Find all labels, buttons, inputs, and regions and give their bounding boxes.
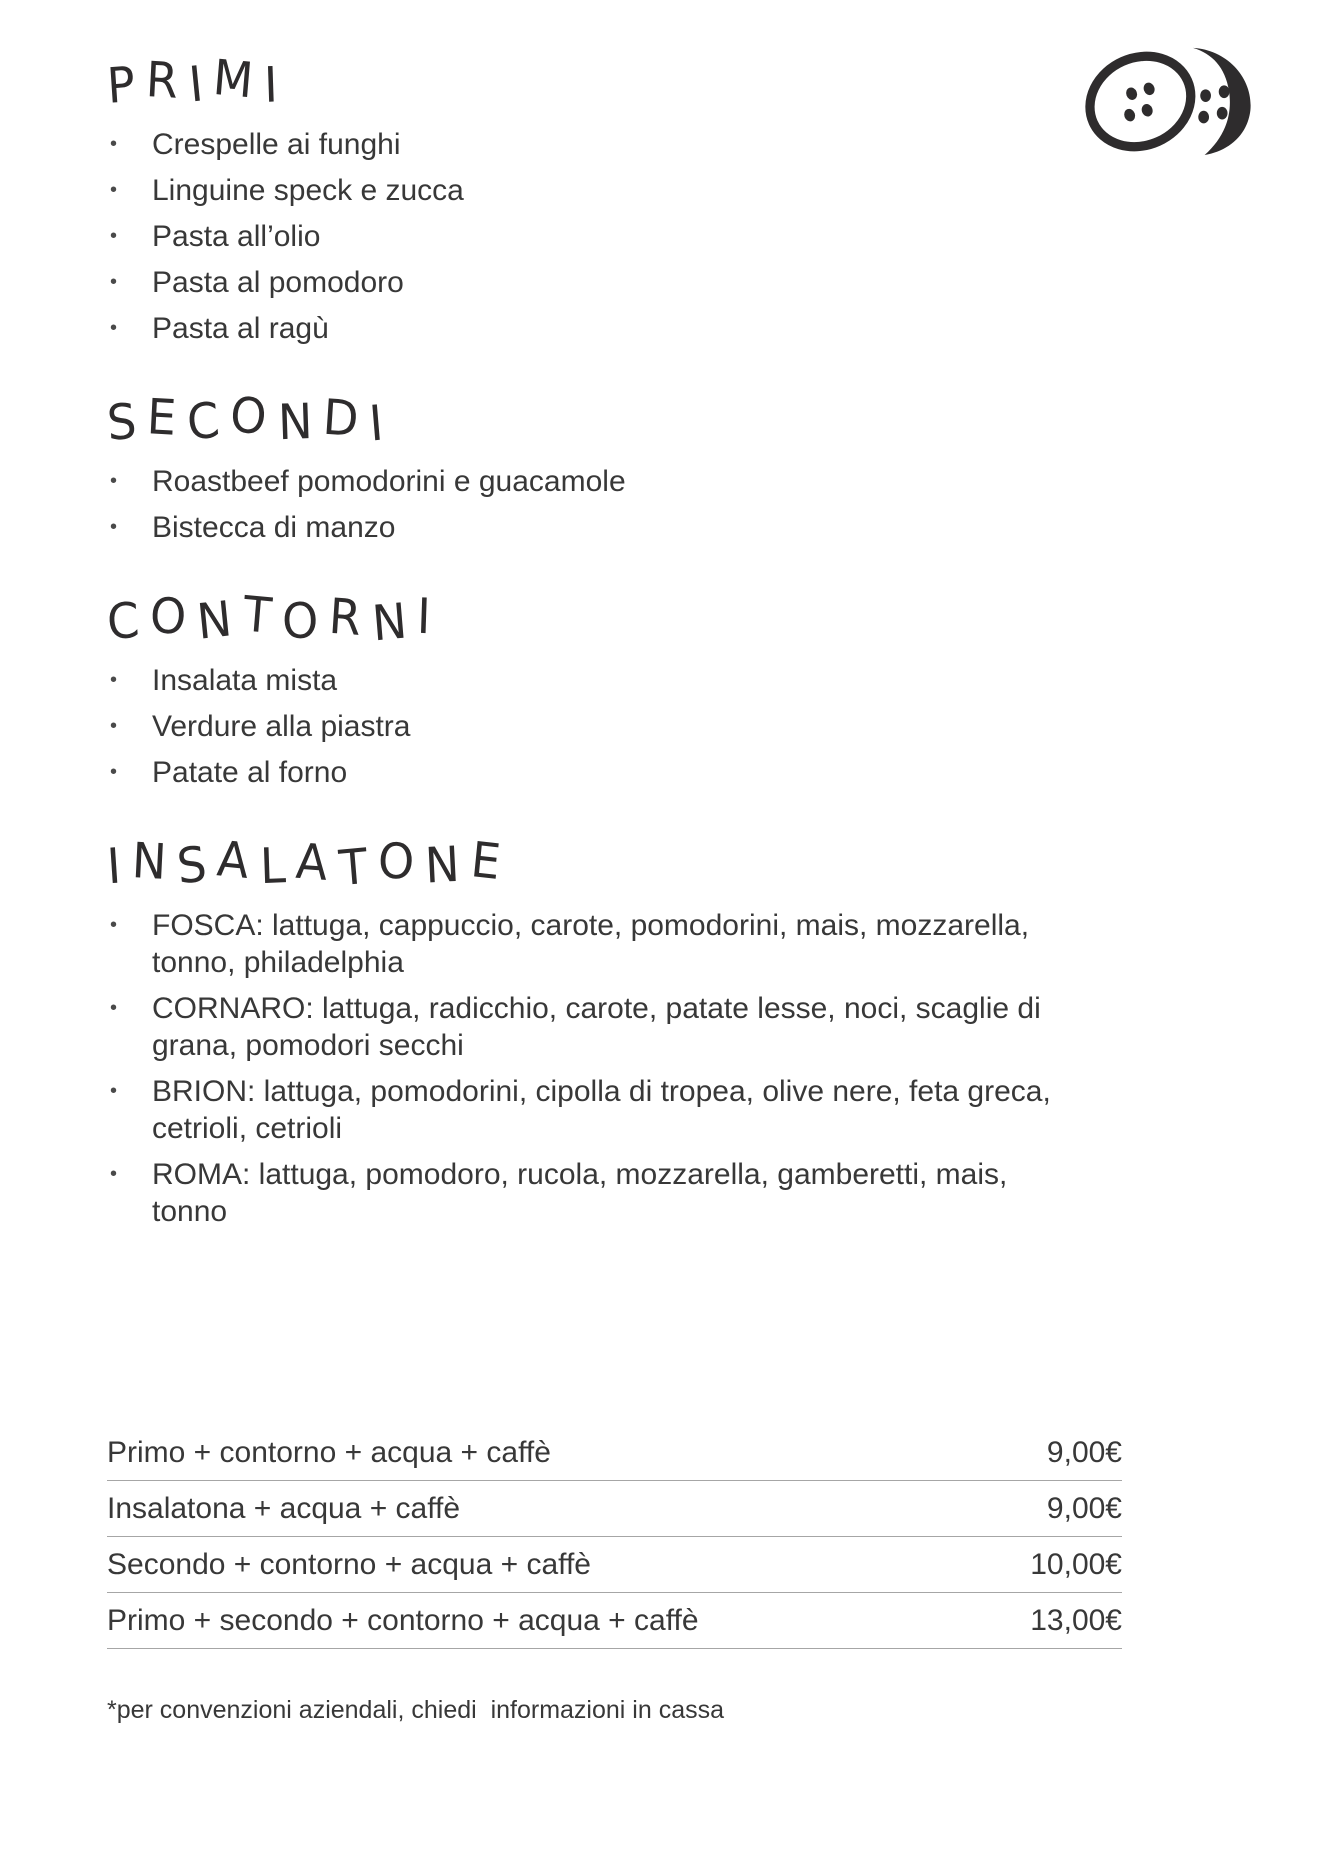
bullet-icon: •: [110, 914, 118, 936]
menu-item: [107, 172, 1087, 209]
menu-section: [105, 584, 1220, 791]
menu-item: [107, 509, 1087, 546]
menu-item-label: Verdure alla piastra: [152, 710, 411, 743]
combo-row: [107, 1481, 1122, 1537]
combo-price: 10,00€: [1030, 1548, 1122, 1581]
bullet-icon: •: [110, 669, 118, 691]
menu-item-label: Patate al forno: [152, 756, 348, 789]
bullet-icon: •: [110, 715, 118, 737]
menu-item: [107, 264, 1087, 301]
footnote: *per convenzioni aziendali, chiedi informazioni in cassa: [107, 1696, 725, 1724]
combo-row: [107, 1537, 1122, 1593]
bullet-icon: •: [110, 470, 118, 492]
menu-item-label: Insalata mista: [152, 664, 338, 697]
menu-item: [107, 990, 1087, 1064]
menu-section: [105, 829, 1220, 1230]
section-items: [107, 126, 1087, 347]
menu-item-label: Pasta al ragù: [152, 312, 329, 345]
section-title: CONTORNI: [105, 584, 444, 653]
combo-label: Primo + secondo + contorno + acqua + caffè: [107, 1604, 699, 1637]
section-items: [107, 662, 1087, 791]
section-items: [107, 907, 1087, 1230]
bullet-icon: •: [110, 179, 118, 201]
menu-item: [107, 907, 1087, 981]
menu-section: [105, 48, 1220, 347]
menu-item: [107, 662, 1087, 699]
combo-price: 9,00€: [1046, 1492, 1122, 1525]
menu-sections: [105, 48, 1220, 1230]
menu-item: [107, 126, 1087, 163]
menu-item-label: ROMA: lattuga, pomodoro, rucola, mozzarella, gamberetti, mais, tonno: [152, 1158, 1008, 1228]
menu-item: [107, 754, 1087, 791]
section-title: SECONDI: [105, 385, 397, 453]
menu-item-label: FOSCA: lattuga, cappuccio, carote, pomodorini, mais, mozzarella, tonno, philadelphia: [152, 909, 1030, 979]
combo-price: 13,00€: [1030, 1604, 1122, 1637]
bullet-icon: •: [110, 1080, 118, 1102]
menu-section: [105, 385, 1220, 546]
bullet-icon: •: [110, 761, 118, 783]
combo-row: [107, 1593, 1122, 1649]
bullet-icon: •: [110, 317, 118, 339]
menu-item-label: Linguine speck e zucca: [152, 174, 464, 207]
combo-table: [107, 1425, 1122, 1649]
combo-price: 9,00€: [1046, 1436, 1122, 1469]
menu-item-label: BRION: lattuga, pomodorini, cipolla di tropea, olive nere, feta greca, cetrioli, cetrioli: [152, 1075, 1051, 1145]
bullet-icon: •: [110, 997, 118, 1019]
menu-item: [107, 218, 1087, 255]
menu-item-label: Bistecca di manzo: [152, 511, 396, 544]
menu-item-label: Pasta al pomodoro: [152, 266, 404, 299]
combo-label: Primo + contorno + acqua + caffè: [107, 1436, 551, 1469]
menu-item-label: Roastbeef pomodorini e guacamole: [152, 465, 626, 498]
combo-row: [107, 1425, 1122, 1481]
section-items: [107, 463, 1087, 546]
section-title: INSALATONE: [105, 829, 514, 897]
menu-item: [107, 463, 1087, 500]
menu-item: [107, 708, 1087, 745]
menu-item: [107, 1156, 1087, 1230]
menu-item-label: Pasta all’olio: [152, 220, 321, 253]
menu-item-label: Crespelle ai funghi: [152, 128, 401, 161]
bullet-icon: •: [110, 516, 118, 538]
combo-label: Insalatona + acqua + caffè: [107, 1492, 461, 1525]
section-title: PRIMI: [105, 48, 290, 115]
combo-label: Secondo + contorno + acqua + caffè: [107, 1548, 591, 1581]
bullet-icon: •: [110, 1163, 118, 1185]
bullet-icon: •: [110, 225, 118, 247]
bullet-icon: •: [110, 271, 118, 293]
menu-item: [107, 1073, 1087, 1147]
menu-item-label: CORNARO: lattuga, radicchio, carote, patate lesse, noci, scaglie di grana, pomodori secchi: [152, 992, 1041, 1062]
menu-item: [107, 310, 1087, 347]
bullet-icon: •: [110, 133, 118, 155]
